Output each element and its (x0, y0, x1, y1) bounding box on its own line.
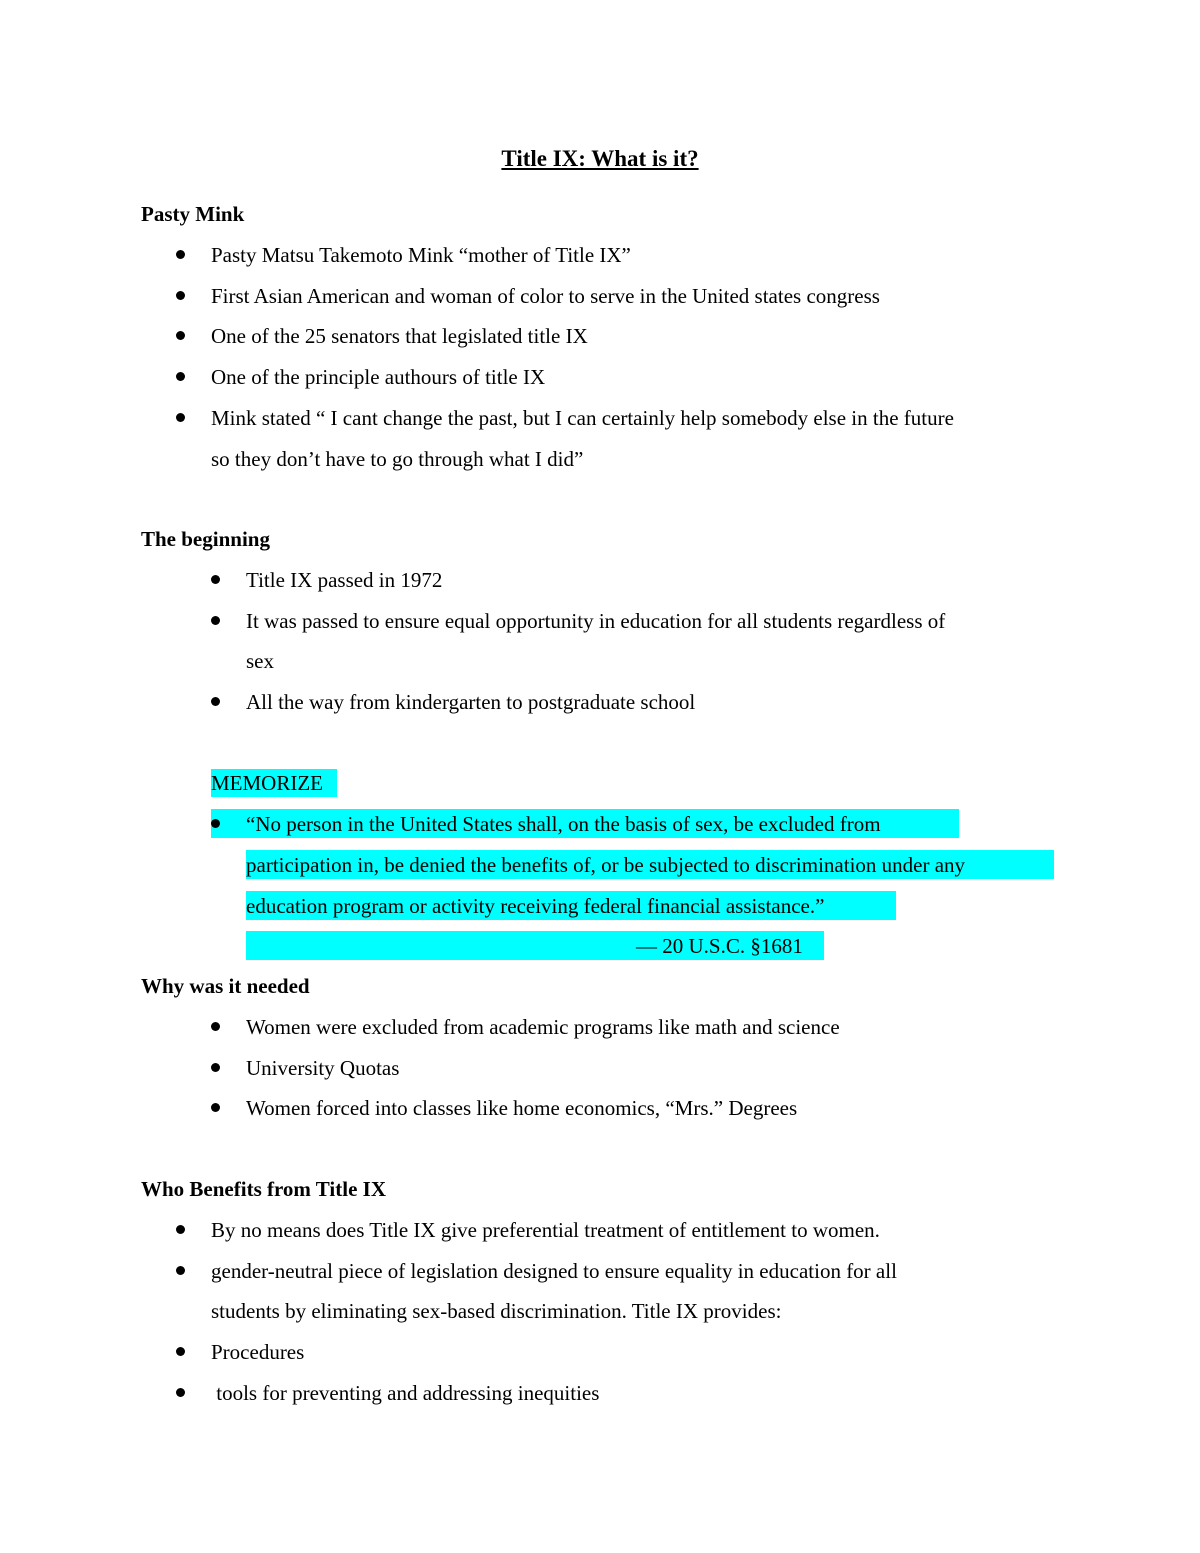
bullet-icon (176, 1388, 185, 1397)
list-item: One of the principle authours of title IX (211, 365, 546, 389)
document-title: Title IX: What is it? (501, 146, 699, 171)
bullet-icon (211, 819, 220, 828)
bullet-icon (176, 372, 185, 381)
bullet-icon (211, 575, 220, 584)
list-item: University Quotas (246, 1056, 400, 1080)
memorize-label: MEMORIZE (211, 771, 323, 795)
quote-line: education program or activity receiving federal financial assistance.” (246, 894, 825, 918)
quote-line: “No person in the United States shall, on the basis of sex, be excluded from (246, 812, 881, 836)
bullet-icon (176, 1266, 185, 1275)
list-item: Women were excluded from academic programs like math and science (246, 1015, 840, 1039)
bullet-icon (211, 1063, 220, 1072)
list-item: One of the 25 senators that legislated title IX (211, 324, 588, 348)
bullet-icon (176, 250, 185, 259)
bullet-icon (176, 1347, 185, 1356)
list-item: gender-neutral piece of legislation designed to ensure equality in education for all (211, 1259, 897, 1283)
quote-line: participation in, be denied the benefits of, or be subjected to discrimination under any (246, 853, 966, 877)
list-item: First Asian American and woman of color to serve in the United states congress (211, 284, 880, 308)
bullet-icon (211, 1022, 220, 1031)
section-heading-why-was-it-needed: Why was it needed (141, 974, 310, 998)
list-item: tools for preventing and addressing inequities (211, 1381, 600, 1405)
bullet-icon (211, 616, 220, 625)
list-item: Procedures (211, 1340, 305, 1364)
list-item: All the way from kindergarten to postgraduate school (246, 690, 696, 714)
list-item-continuation: students by eliminating sex-based discrimination. Title IX provides: (211, 1299, 782, 1323)
bullet-icon (176, 413, 185, 422)
list-item-continuation: sex (246, 649, 274, 673)
list-item: It was passed to ensure equal opportunity in education for all students regardless of (246, 609, 946, 633)
section-heading-the-beginning: The beginning (141, 527, 270, 551)
bullet-icon (176, 291, 185, 300)
list-item-continuation: so they don’t have to go through what I did” (211, 447, 584, 471)
bullet-icon (176, 331, 185, 340)
bullet-icon (211, 1103, 220, 1112)
bullet-icon (211, 697, 220, 706)
bullet-icon (176, 1225, 185, 1234)
list-item: Pasty Matsu Takemoto Mink “mother of Title IX” (211, 243, 631, 267)
section-heading-pasty-mink: Pasty Mink (141, 202, 245, 226)
section-heading-who-benefits: Who Benefits from Title IX (141, 1177, 386, 1201)
quote-citation: — 20 U.S.C. §1681 (636, 934, 803, 958)
list-item: Mink stated “ I cant change the past, but I can certainly help somebody else in the future (211, 406, 954, 430)
list-item: Women forced into classes like home economics, “Mrs.” Degrees (246, 1096, 798, 1120)
list-item: Title IX passed in 1972 (246, 568, 443, 592)
list-item: By no means does Title IX give preferential treatment of entitlement to women. (211, 1218, 880, 1242)
